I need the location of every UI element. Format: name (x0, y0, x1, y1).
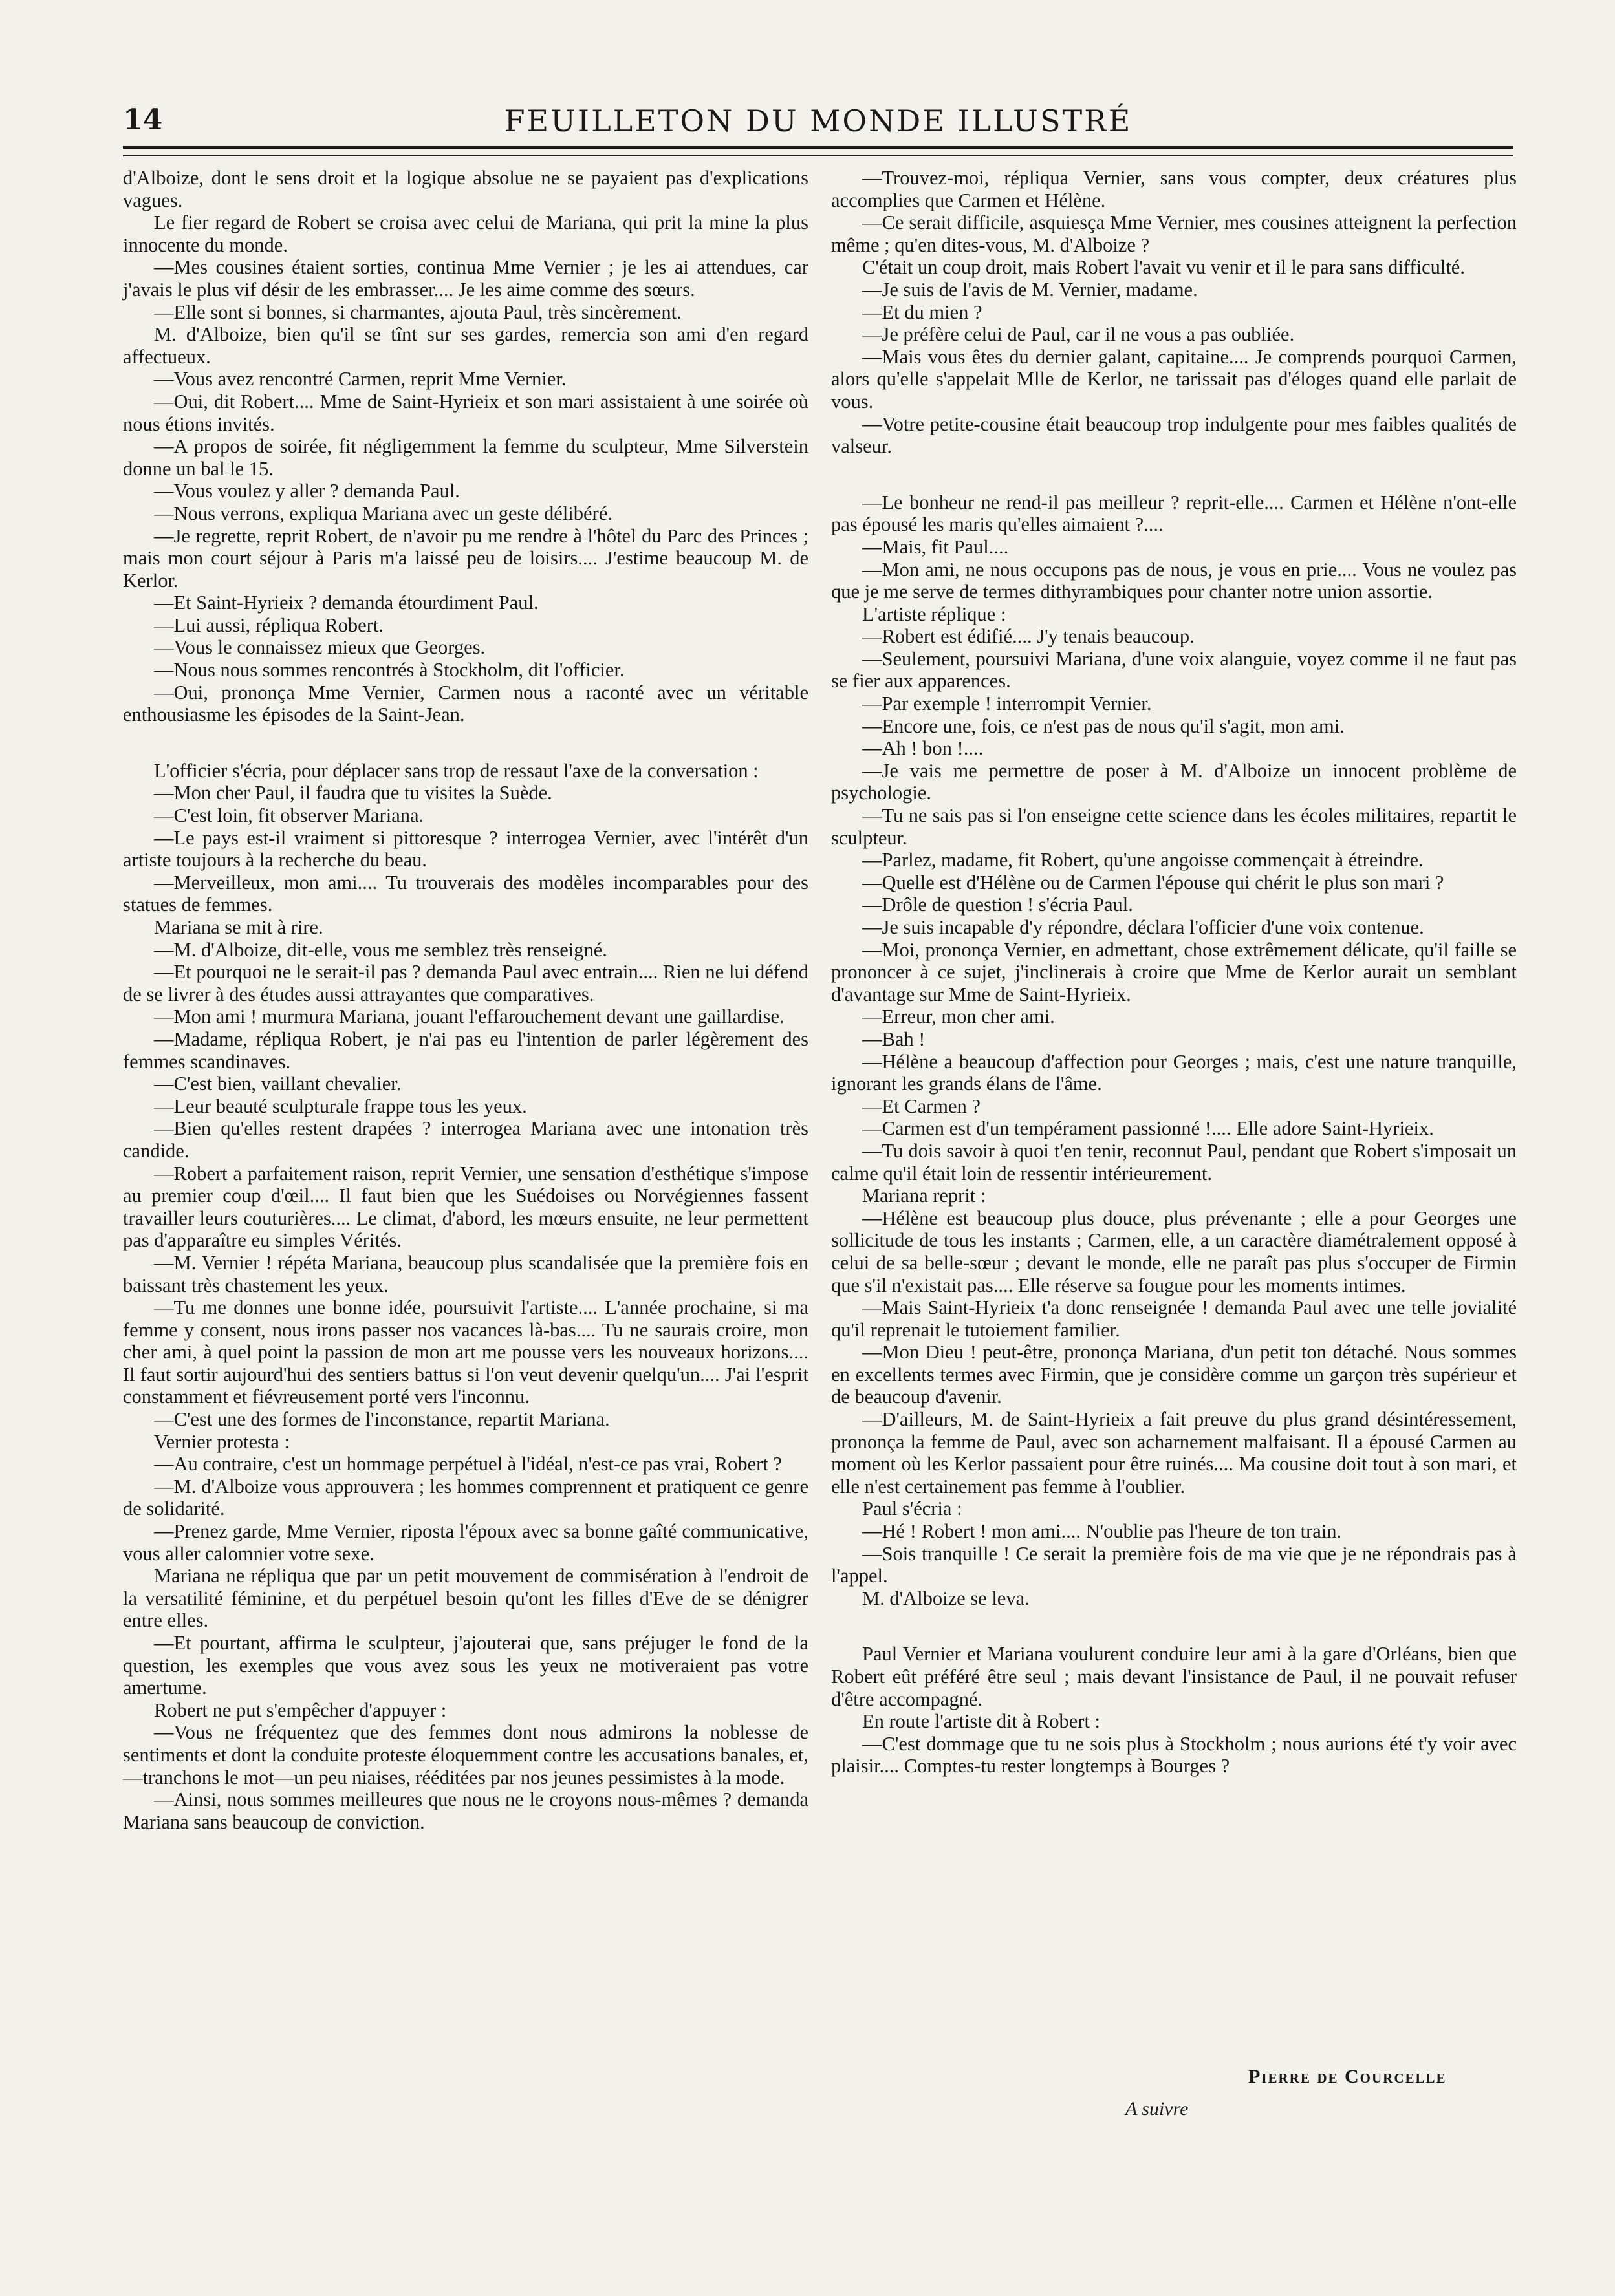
paragraph: —C'est bien, vaillant chevalier. (154, 1073, 402, 1095)
paragraph: —Vous le connaissez mieux que Georges. (154, 636, 486, 659)
header-rule-thin (123, 155, 1513, 156)
paragraph: —M. Vernier ! répéta Mariana, beaucoup plus scandalisée que la première fois en baissant très chastement les yeux. (123, 1251, 808, 1296)
paragraph: —Ce serait difficile, asquiesça Mme Vernier, mes cousines atteignent la perfection même ; qu'en dites-vous, M. d'Alboize ? (831, 211, 1517, 256)
paragraph: —Lui aussi, répliqua Robert. (154, 614, 384, 636)
paragraph: —Je regrette, reprit Robert, de n'avoir pu me rendre à l'hôtel du Parc des Princes ; mais mon court séjour à Paris m'a laissé peu de loisirs.... J'estime beaucoup M. de Kerlor. (123, 524, 808, 592)
paragraph: —Moi, prononça Vernier, en admettant, chose extrêmement délicate, qu'il faille se prononcer à ce sujet, j'inclinerais à croire que Mme de Kerlor aurait un semblant d'avantage sur Mme de Saint-Hyrieix. (831, 938, 1517, 1005)
paragraph: —Carmen est d'un tempérament passionné !.... Elle adore Saint-Hyrieix. (862, 1117, 1434, 1140)
paragraph: —Mon cher Paul, il faudra que tu visites la Suède. (154, 782, 552, 804)
paragraph: Paul s'écria : (862, 1497, 962, 1520)
paragraph: —Mais, fit Paul.... (862, 535, 1009, 558)
running-title: FEUILLETON DU MONDE ILLUSTRÉ (504, 103, 1133, 138)
paragraph: —Mon ami, ne nous occupons pas de nous, je vous en prie.... Vous ne voulez pas que je me serve de termes dithyrambiques pour chanter notre union assortie. (831, 558, 1517, 603)
paragraph: —M. d'Alboize vous approuvera ; les hommes comprennent et pratiquent ce genre de solidarité. (123, 1475, 808, 1520)
paragraph: —Nous verrons, expliqua Mariana avec un geste délibéré. (154, 502, 612, 524)
paragraph: —Seulement, poursuivi Mariana, d'une voix alanguie, voyez comme il ne faut pas se fier aux apparences. (831, 647, 1517, 692)
paragraph: Mariana reprit : (862, 1185, 986, 1207)
paragraph: —Oui, dit Robert.... Mme de Saint-Hyrieix et son mari assistaient à une soirée où nous étions invités. (123, 390, 808, 435)
paragraph: —Erreur, mon cher ami. (862, 1005, 1055, 1028)
paragraph: —Mon Dieu ! peut-être, prononça Mariana, d'un petit ton détaché. Nous sommes en excellents termes avec Firmin, que je considère comme un garçon très supérieur et de beaucoup d'avenir. (831, 1341, 1517, 1408)
page-header (123, 103, 1513, 142)
paragraph: Paul Vernier et Mariana voulurent conduire leur ami à la gare d'Orléans, bien que Robert eût préféré être seul ; mais devant l'insistance de Paul, il ne pouvait refuser d'être accompagné. (831, 1643, 1517, 1710)
paragraph: —Votre petite-cousine était beaucoup trop indulgente pour mes faibles qualités de valseur. (831, 413, 1517, 458)
paragraph: —Je préfère celui de Paul, car il ne vous a pas oubliée. (862, 323, 1295, 346)
header-rule-thick (123, 146, 1513, 149)
paragraph: M. d'Alboize se leva. (862, 1587, 1030, 1609)
section-break (831, 1609, 1517, 1643)
paragraph: En route l'artiste dit à Robert : (862, 1710, 1101, 1733)
paragraph: —Drôle de question ! s'écria Paul. (862, 894, 1133, 916)
paragraph: —Et du mien ? (862, 301, 982, 323)
paragraph: L'artiste réplique : (862, 603, 1006, 625)
paragraph: —Hélène est beaucoup plus douce, plus prévenante ; elle a pour Georges une sollicitude de tous les instants ; Carmen, elle, a un caractère diamétralement opposé à celui de sa belle-sœur ; devant le monde, elle ne paraît pas plus s'occuper de Firmin que s'il n'existait pas.... Elle réserve sa fougue pour les moments intimes. (831, 1207, 1517, 1296)
author-signature: Pierre de Courcelle (1248, 2066, 1447, 2087)
paragraph: —Leur beauté sculpturale frappe tous les yeux. (154, 1095, 527, 1117)
paragraph: —Oui, prononça Mme Vernier, Carmen nous a raconté avec un véritable enthousiasme les épisodes de la Saint-Jean. (123, 681, 808, 726)
paragraph: —Hélène a beaucoup d'affection pour Georges ; mais, c'est une nature tranquille, ignorant les grands élans de l'âme. (831, 1050, 1517, 1095)
paragraph: —Tu ne sais pas si l'on enseigne cette science dans les écoles militaires, repartit le sculpteur. (831, 804, 1517, 849)
paragraph: —Trouvez-moi, répliqua Vernier, sans vous compter, deux créatures plus accomplies que Carmen et Hélène. (831, 167, 1517, 211)
paragraph: —Je vais me permettre de poser à M. d'Alboize un innocent problème de psychologie. (831, 759, 1517, 804)
paragraph: —Robert est édifié.... J'y tenais beaucoup. (862, 625, 1195, 648)
paragraph: Robert ne put s'empêcher d'appuyer : (154, 1699, 447, 1721)
paragraph: —Madame, répliqua Robert, je n'ai pas eu l'intention de parler légèrement des femmes scandinaves. (123, 1027, 808, 1073)
paragraph: —M. d'Alboize, dit-elle, vous me semblez très renseigné. (154, 938, 607, 961)
paragraph: —Au contraire, c'est un hommage perpétuel à l'idéal, n'est-ce pas vrai, Robert ? (154, 1453, 782, 1475)
paragraph: C'était un coup droit, mais Robert l'avait vu venir et il le para sans difficulté. (862, 256, 1465, 279)
paragraph: —Et pourquoi ne le serait-il pas ? demanda Paul avec entrain.... Rien ne lui défend de se livrer à des études aussi attrayantes que comparatives. (123, 961, 808, 1005)
paragraph: —Par exemple ! interrompit Vernier. (862, 692, 1152, 715)
paragraph: Mariana ne répliqua que par un petit mouvement de commisération à l'endroit de la versatilité féminine, et du perpétuel besoin qu'ont les filles d'Eve de se dénigrer entre elles. (123, 1565, 808, 1632)
paragraph: —Et Saint-Hyrieix ? demanda étourdiment Paul. (154, 592, 539, 614)
paragraph: —Hé ! Robert ! mon ami.... N'oublie pas l'heure de ton train. (862, 1520, 1342, 1543)
paragraph: —Mon ami ! murmura Mariana, jouant l'effarouchement devant une gaillardise. (154, 1005, 785, 1028)
paragraph: —Vous avez rencontré Carmen, reprit Mme Vernier. (154, 368, 567, 391)
paragraph: —Bah ! (862, 1027, 926, 1050)
right-column (831, 167, 1517, 1777)
paragraph: —Et Carmen ? (862, 1095, 981, 1117)
paragraph: —A propos de soirée, fit négligemment la femme du sculpteur, Mme Silverstein donne un bal le 15. (123, 435, 808, 480)
paragraph: —Ah ! bon !.... (862, 737, 984, 760)
paragraph: M. d'Alboize, bien qu'il se tînt sur ses gardes, remercia son ami d'en regard affectueux. (123, 323, 808, 368)
paragraph: —Bien qu'elles restent drapées ? interrogea Mariana avec une intonation très candide. (123, 1117, 808, 1162)
paragraph: —C'est dommage que tu ne sois plus à Stockholm ; nous aurions été t'y voir avec plaisir.... Comptes-tu rester longtemps à Bourges ? (831, 1732, 1517, 1777)
paragraph: —C'est une des formes de l'inconstance, repartit Mariana. (154, 1408, 610, 1431)
paragraph: —Je suis incapable d'y répondre, déclara l'officier d'une voix contenue. (862, 916, 1424, 938)
paragraph: —Quelle est d'Hélène ou de Carmen l'épouse qui chérit le plus son mari ? (862, 871, 1444, 894)
paragraph: —Nous nous sommes rencontrés à Stockholm, dit l'officier. (154, 659, 625, 681)
paragraph: —Vous ne fréquentez que des femmes dont nous admirons la noblesse de sentiments et dont la conduite proteste éloquemment contre les accusations banales, et,—tranchons le mot—un peu niaises, rééditées par nos jeunes pessimistes à la mode. (123, 1721, 808, 1788)
paragraph: —D'ailleurs, M. de Saint-Hyrieix a fait preuve du plus grand désintéressement, prononça la femme de Paul, avec son acharnement malfaisant. Il a épousé Carmen au moment où les Kerlor passaient pour être ruinés.... Ma cousine doit tout à son mari, et elle n'est certainement pas femme à l'oublier. (831, 1408, 1517, 1497)
paragraph: L'officier s'écria, pour déplacer sans trop de ressaut l'axe de la conversation : (154, 759, 759, 782)
paragraph: —Vous voulez y aller ? demanda Paul. (154, 480, 460, 502)
paragraph: Le fier regard de Robert se croisa avec celui de Mariana, qui prit la mine la plus innocente du monde. (123, 211, 808, 256)
paragraph: —Robert a parfaitement raison, reprit Vernier, une sensation d'esthétique s'impose au premier coup d'œil.... Il faut bien que les Suédoises ou Norvégiennes fassent travailler leurs couturières.... Le climat, d'abord, les mœurs ensuite, ne leur permettent pas d'apparaître eu simples Vérités. (123, 1162, 808, 1252)
paragraph: —Ainsi, nous sommes meilleures que nous ne le croyons nous-mêmes ? demanda Mariana sans beaucoup de conviction. (123, 1788, 808, 1833)
paragraph: —Le bonheur ne rend-il pas meilleur ? reprit-elle.... Carmen et Hélène n'ont-elle pas épousé les maris qu'elles aimaient ?.... (831, 491, 1517, 536)
paragraph: Mariana se mit à rire. (154, 916, 323, 938)
to-be-continued: A suivre (1125, 2098, 1189, 2119)
paragraph: —Parlez, madame, fit Robert, qu'une angoisse commençait à étreindre. (862, 849, 1424, 872)
section-break (123, 726, 808, 760)
left-column (123, 167, 808, 1833)
paragraph: —Merveilleux, mon ami.... Tu trouverais des modèles incomparables pour des statues de femmes. (123, 871, 808, 916)
paragraph: —Et pourtant, affirma le sculpteur, j'ajouterai que, sans préjuger le fond de la question, les exemples que vous avez sous les yeux ne motiveraient pas votre amertume. (123, 1632, 808, 1699)
paragraph: —Sois tranquille ! Ce serait la première fois de ma vie que je ne répondrais pas à l'appel. (831, 1542, 1517, 1587)
paragraph: —Le pays est-il vraiment si pittoresque ? interrogea Vernier, avec l'intérêt d'un artiste toujours à la recherche du beau. (123, 826, 808, 872)
paragraph: —C'est loin, fit observer Mariana. (154, 804, 424, 827)
paragraph: —Encore une, fois, ce n'est pas de nous qu'il s'agit, mon ami. (862, 714, 1345, 737)
paragraph: —Je suis de l'avis de M. Vernier, madame. (862, 278, 1198, 301)
page-number: 14 (123, 103, 163, 136)
section-break (831, 458, 1517, 491)
paragraph: —Mes cousines étaient sorties, continua Mme Vernier ; je les ai attendues, car j'avais le plus vif désir de les embrasser.... Je les aime comme des sœurs. (123, 256, 808, 301)
paragraph: Vernier protesta : (154, 1430, 290, 1453)
paragraph: —Prenez garde, Mme Vernier, riposta l'époux avec sa bonne gaîté communicative, vous aller calomnier votre sexe. (123, 1520, 808, 1565)
paragraph: —Tu me donnes une bonne idée, poursuivit l'artiste.... L'année prochaine, si ma femme y consent, nous irons passer nos vacances là-bas.... Tu ne saurais croire, mon cher ami, à quel point la passion de mon art me pousse vers les nouveaux horizons.... Il faut sortir aujourd'hui des sentiers battus si l'on veut devenir quelqu'un.... J'ai l'esprit constamment et fiévreusement porté vers l'inconnu. (123, 1296, 808, 1408)
paragraph: —Mais vous êtes du dernier galant, capitaine.... Je comprends pourquoi Carmen, alors qu'elle s'appelait Mlle de Kerlor, ne tarissait pas d'éloges quand elle parlait de vous. (831, 345, 1517, 413)
paragraph: —Tu dois savoir à quoi t'en tenir, reconnut Paul, pendant que Robert s'imposait un calme qu'il était loin de ressentir intérieurement. (831, 1139, 1517, 1185)
paragraph: d'Alboize, dont le sens droit et la logique absolue ne se payaient pas d'explications vagues. (123, 167, 808, 211)
paragraph: —Elle sont si bonnes, si charmantes, ajouta Paul, très sincèrement. (154, 301, 682, 323)
paragraph: —Mais Saint-Hyrieix t'a donc renseignée ! demanda Paul avec une telle jovialité qu'il reprenait le tutoiement familier. (831, 1296, 1517, 1341)
